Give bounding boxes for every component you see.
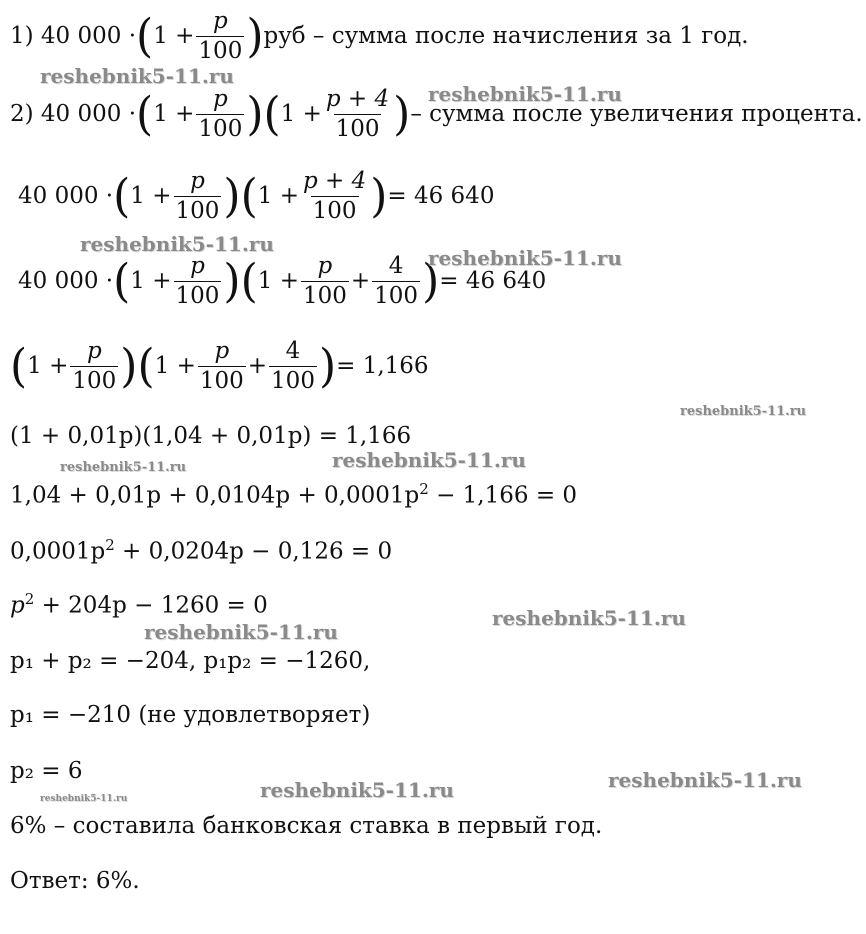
paren: ( [136,9,154,63]
watermark: reshebnik5-11.ru [428,82,622,106]
solution-line-9: $p^2 + 204p - 1260 = 0$ [10,590,268,619]
watermark: reshebnik5-11.ru [80,232,274,256]
watermark: reshebnik5-11.ru [40,794,128,804]
solution-line-8: $0,0001p^2 + 0,0204p - 0,126 = 0$ [10,536,393,565]
watermark: reshebnik5-11.ru [144,620,338,644]
solution-line-5: ( 1 + $\frac{p}{100}$ ) ( 1 + $\frac{p}{100}$ + $\frac{4}{100}$ ) = 1,166 [10,338,429,394]
watermark: reshebnik5-11.ru [680,404,807,419]
answer-line: Ответ: 6%. [10,868,140,894]
solution-line-4: 40 000 · ( 1 + $\frac{p}{100}$ ) ( 1 + $\frac{p}{100}$ + $\frac{4}{100}$ ) = 46 640 [18,253,547,309]
solution-line-2: 2) 40 000 · ( 1 + $\frac{p}{100}$ ) ( 1 + $\frac{p + 4}{100}$ ) – сумма после увеличения процента. [10,86,863,142]
watermark: reshebnik5-11.ru [332,448,526,472]
watermark: reshebnik5-11.ru [260,778,454,802]
watermark: reshebnik5-11.ru [492,606,686,630]
solution-line-12: p₂ = 6 [10,758,83,784]
watermark: reshebnik5-11.ru [40,64,234,88]
fraction-p-100: $\frac{p}{100}$ [198,8,243,64]
watermark: reshebnik5-11.ru [608,768,802,792]
solution-line-6: (1 + 0,01p)(1,04 + 0,01p) = 1,166 [10,423,412,449]
watermark: reshebnik5-11.ru [60,460,187,475]
solution-line-7: $1,04 + 0,01p + 0,0104p + 0,0001p^2 - 1,166 = 0$ [10,480,578,509]
solution-line-1 [10,10,749,63]
paren: ) [246,9,264,63]
solution-line-13: 6% – составила банковская ставка в первый год. [10,813,603,839]
solution-line-3: 40 000 · ( 1 + $\frac{p}{100}$ ) ( 1 + $\frac{p + 4}{100}$ ) = 46 640 [18,168,495,224]
text: руб – сумма после начисления за 1 год. [263,23,749,49]
watermark: reshebnik5-11.ru [428,246,622,270]
fraction-p-100: $\frac{p}{100}$ [198,86,243,142]
fraction-p4-100: $\frac{p + 4}{100}$ [325,86,390,142]
text: 1) 40 000 · [10,23,137,49]
solution-line-11: p₁ = −210 (не удовлетворяет) [10,702,371,728]
solution-line-10: p₁ + p₂ = −204, p₁p₂ = −1260, [10,648,371,674]
text: 1 + [153,23,195,49]
